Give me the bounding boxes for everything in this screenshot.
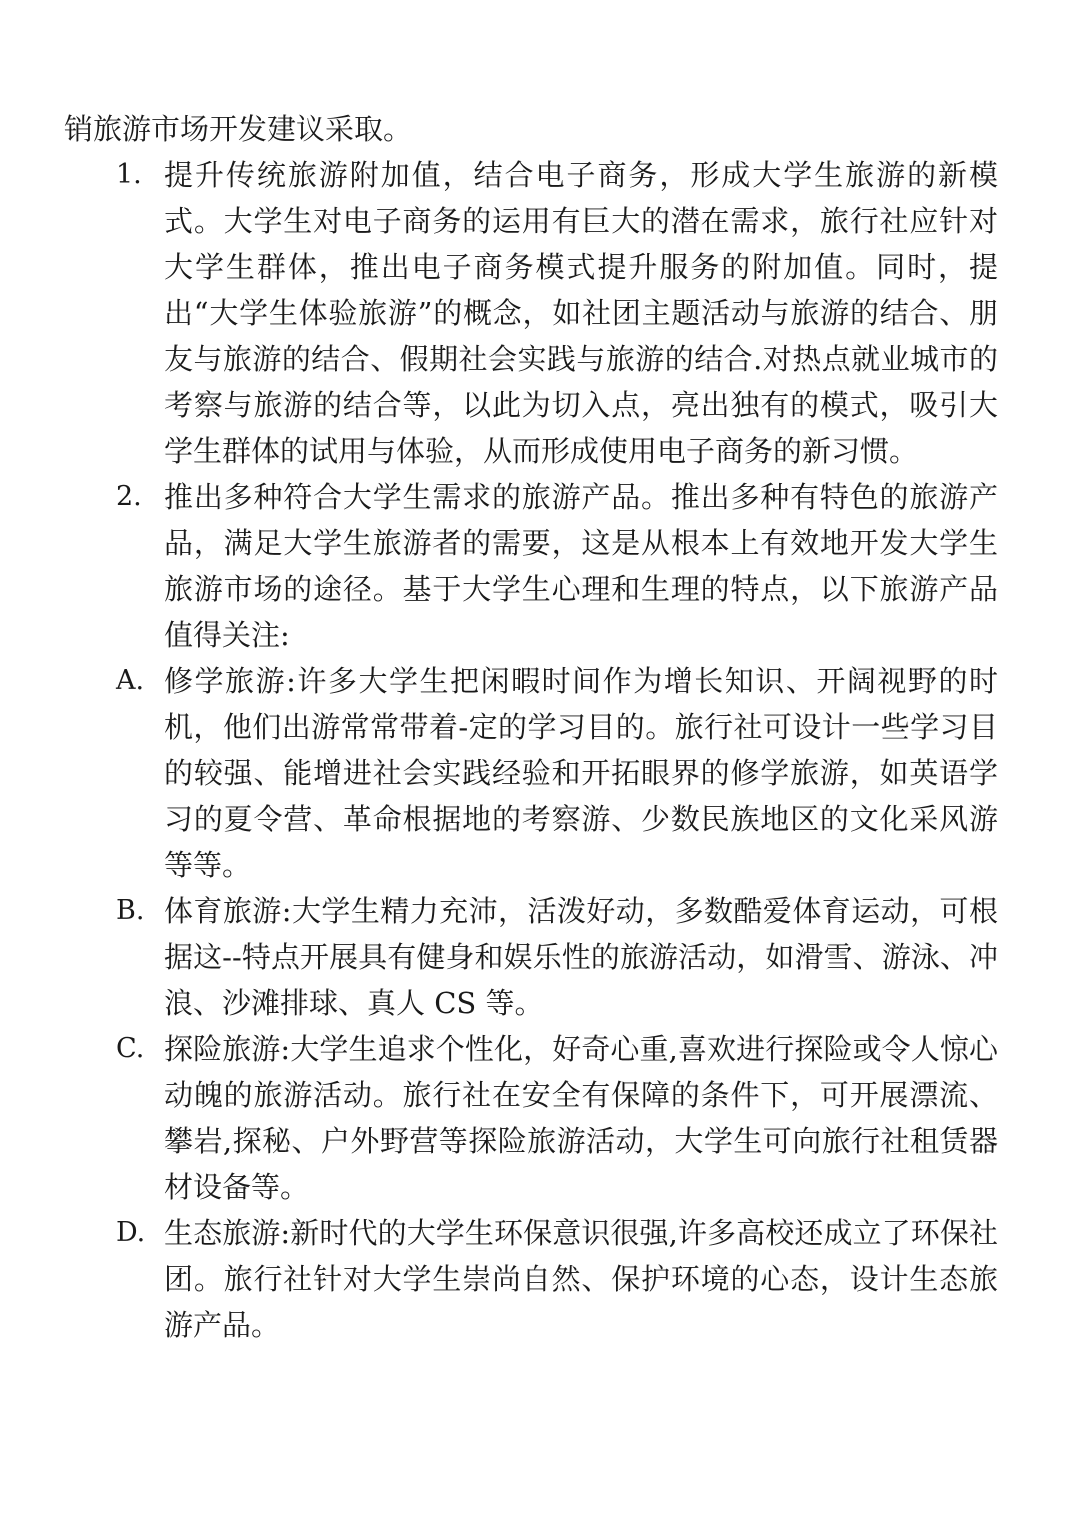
list-item-c xyxy=(0,1026,1080,1210)
list-marker: C. xyxy=(116,1033,145,1064)
list-item-text: 修学旅游:许多大学生把闲暇时间作为增长知识、开阔视野的时机，他们出游常常带着-定的学习目的。旅行社可设计一些学习目的较强、能增进社会实践经验和开拓眼界的修学旅游，如英语学习的夏令营、革命根据地的考察游、少数民族地区的文化采风游等等。 xyxy=(164,664,998,882)
intro-line: 销旅游市场开发建议采取。 xyxy=(64,112,413,146)
list-item-b xyxy=(0,888,1080,1026)
list-marker: D. xyxy=(116,1217,146,1248)
list-marker: 2. xyxy=(116,481,142,512)
list-marker: B. xyxy=(116,895,145,926)
list-item-text: 生态旅游:新时代的大学生环保意识很强,许多高校还成立了环保社团。旅行社针对大学生崇尚自然、保护环境的心态，设计生态旅游产品。 xyxy=(164,1216,998,1342)
list-item-1 xyxy=(0,152,1080,474)
list-item-2 xyxy=(0,474,1080,658)
list-item-text: 体育旅游:大学生精力充沛，活泼好动，多数酷爱体育运动，可根据这--特点开展具有健身和娱乐性的旅游活动，如滑雪、游泳、冲浪、沙滩排球、真人 CS 等。 xyxy=(164,894,998,1020)
list-marker: A. xyxy=(116,665,145,696)
suggestion-list xyxy=(0,152,1080,1348)
list-marker: 1. xyxy=(116,159,142,190)
list-item-text: 探险旅游:大学生追求个性化，好奇心重,喜欢进行探险或令人惊心动魄的旅游活动。旅行社在安全有保障的条件下，可开展漂流、攀岩,探秘、户外野营等探险旅游活动，大学生可向旅行社租赁器材设备等。 xyxy=(164,1032,998,1204)
list-item-text: 推出多种符合大学生需求的旅游产品。推出多种有特色的旅游产品，满足大学生旅游者的需要，这是从根本上有效地开发大学生旅游市场的途径。基于大学生心理和生理的特点，以下旅游产品值得关注: xyxy=(164,480,998,652)
list-item-a xyxy=(0,658,1080,888)
list-item-text: 提升传统旅游附加值，结合电子商务，形成大学生旅游的新模式。大学生对电子商务的运用有巨大的潜在需求，旅行社应针对大学生群体，推出电子商务模式提升服务的附加值。同时，提出“大学生体验旅游”的概念，如社团主题活动与旅游的结合、朋友与旅游的结合、假期社会实践与旅游的结合.对热点就业城市的考察与旅游的结合等，以此为切入点，亮出独有的模式，吸引大学生群体的试用与体验，从而形成使用电子商务的新习惯。 xyxy=(164,158,998,468)
list-item-d xyxy=(0,1210,1080,1348)
